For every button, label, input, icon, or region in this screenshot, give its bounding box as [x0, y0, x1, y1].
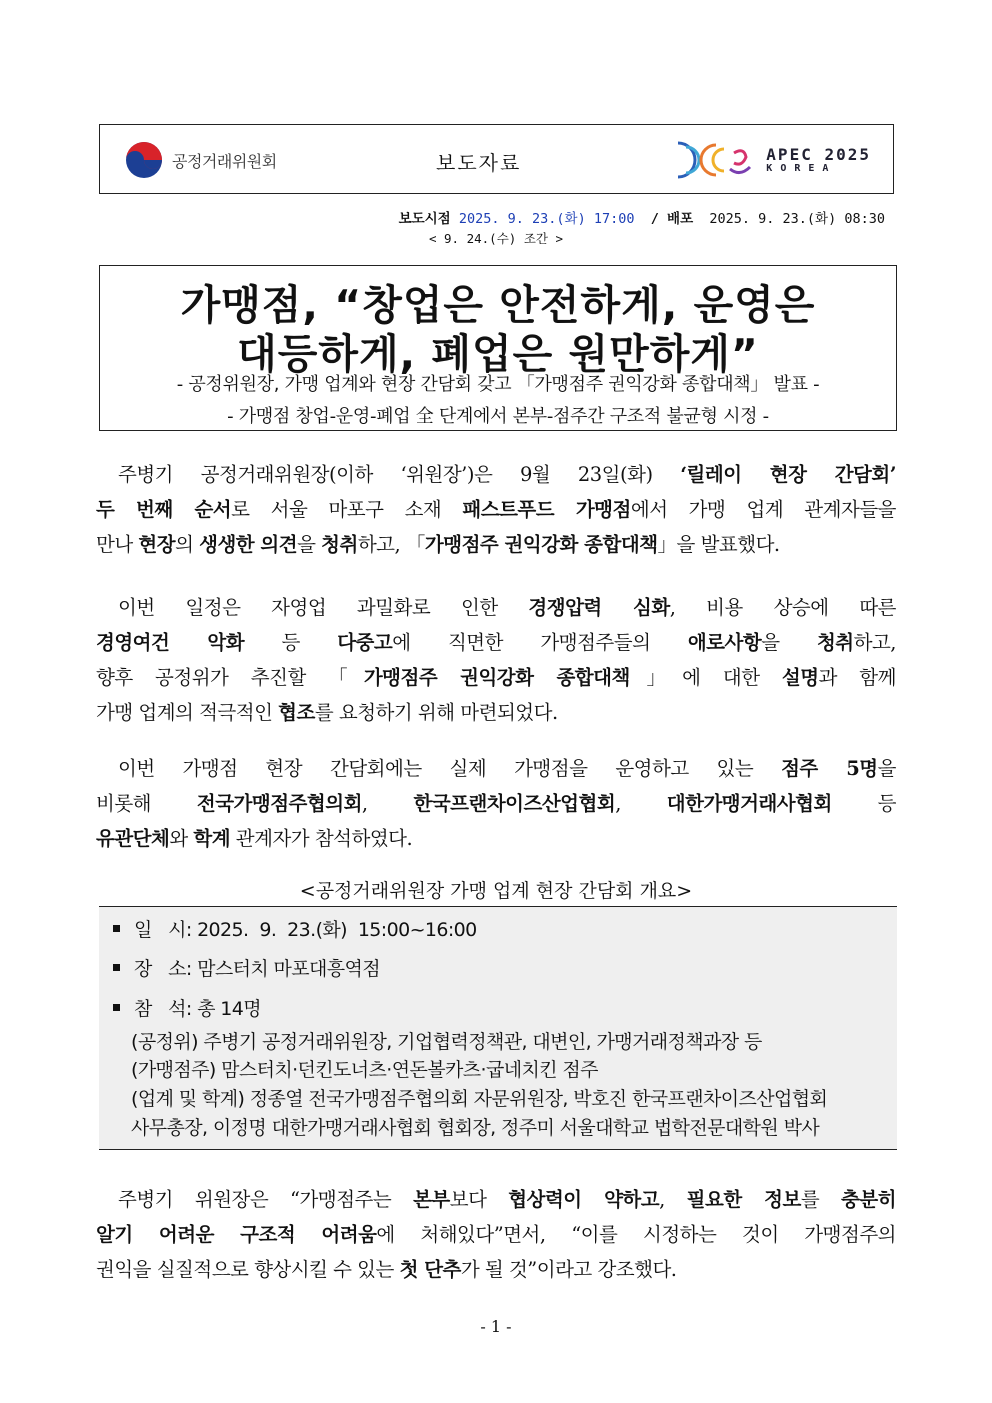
bullet-icon — [113, 1004, 120, 1011]
paragraph-line — [96, 1217, 896, 1252]
body-text: , — [615, 792, 667, 815]
emphasis-text: 충분히 — [841, 1188, 897, 1211]
apec-mark-icon — [672, 137, 756, 183]
body-text: 이번 가맹점 현장 간담회에는 실제 가맹점을 운영하고 있는 — [118, 757, 782, 780]
body-text: 하고, — [853, 631, 896, 654]
paragraph-line — [96, 660, 896, 695]
emphasis-text: 다중고 — [337, 631, 393, 654]
emphasis-text: 패스트푸드 가맹점 — [462, 498, 631, 521]
body-text: 에 직면한 가맹점주들의 — [392, 631, 688, 654]
body-text: 와 — [169, 827, 194, 850]
body-text: 하고, 「 — [357, 533, 425, 556]
attendees-row — [113, 994, 261, 1021]
emphasis-text: 청취 — [321, 533, 358, 556]
date-label: 일 시 — [134, 919, 186, 941]
bullet-icon — [113, 925, 120, 932]
body-text: , — [361, 792, 414, 815]
paragraph-line — [96, 751, 896, 786]
emphasis-text: 가맹점주 권익강화 종합대책 — [424, 533, 658, 556]
emphasis-text: 알기 어려운 구조적 어려움 — [96, 1223, 377, 1246]
paragraph-line — [96, 695, 896, 730]
attendee-detail-4: 사무총장, 이정명 대한가맹거래사협회 협회장, 정주미 서울대학교 법학전문대학원 박사 — [131, 1117, 820, 1139]
body-text: 에서 가맹 업계 관계자들을 — [630, 498, 896, 521]
dist-time: 2025. 9. 23.(화) 08:30 — [709, 211, 885, 227]
paragraph-line — [96, 821, 896, 856]
attendee-detail-1: (공정위) 주병기 공정거래위원장, 기업협력정책관, 대변인, 가맹거래정책과장 등 — [131, 1031, 762, 1053]
header-box — [99, 124, 894, 194]
body-text: 를 요청하기 위해 마련되었다. — [314, 701, 558, 724]
date-row — [113, 915, 477, 942]
meeting-overview-box — [99, 906, 897, 1150]
paragraph-line — [96, 1252, 896, 1287]
headline-line-2: 대등하게, 폐업은 원만하게” — [237, 330, 759, 378]
emphasis-text: 생생한 의견 — [199, 533, 298, 556]
emphasis-text: 청취 — [816, 631, 854, 654]
emphasis-text: 본부 — [413, 1188, 450, 1211]
page-number: - 1 - — [480, 1317, 512, 1336]
emphasis-text: 첫 단추 — [399, 1258, 461, 1281]
ftc-logo — [124, 140, 277, 180]
embargo-note: < 9. 24.(수) 조간 > — [428, 231, 564, 246]
paragraph-line — [96, 527, 896, 562]
paragraph-line — [96, 625, 896, 660]
body-text: 주병기 공정거래위원장(이하 ‘위원장’)은 9월 23일(화) — [118, 463, 681, 486]
emphasis-text: 학계 — [193, 827, 231, 850]
body-text: 로 서울 마포구 소재 — [231, 498, 463, 521]
paragraph-line — [96, 492, 896, 527]
body-text: 에 처해있다”면서, “이를 시정하는 것이 가맹점주의 — [376, 1223, 896, 1246]
body-text: 비롯해 — [96, 792, 197, 815]
body-text: , — [659, 1188, 687, 1211]
doc-type: 보도자료 — [436, 151, 522, 175]
bullet-icon — [113, 964, 120, 971]
body-text: 과 함께 — [818, 666, 896, 689]
emphasis-text: 가맹점주 권익강화 종합대책 — [363, 666, 630, 689]
body-text: 을 — [761, 631, 817, 654]
meeting-caption: <공정거래위원장 가맹 업계 현장 간담회 개요> — [299, 880, 693, 902]
body-text: 을 — [297, 533, 322, 556]
body-text: 향후 공정위가 추진할 「 — [96, 666, 364, 689]
paragraph-4 — [96, 1182, 896, 1287]
body-text: 등 — [831, 792, 897, 815]
emphasis-text: 협조 — [278, 701, 315, 724]
attend-value: : 총 14명 — [185, 998, 261, 1020]
paragraph-1 — [96, 457, 896, 562]
body-text: 의 — [175, 533, 200, 556]
emphasis-text: 애로사항 — [687, 631, 762, 654]
paragraph-line — [96, 1182, 896, 1217]
emphasis-text: 점주 5명 — [781, 757, 878, 780]
emphasis-text: 경영여건 악화 — [96, 631, 245, 654]
emphasis-text: 필요한 정보 — [686, 1188, 801, 1211]
body-text: 을 — [877, 757, 896, 780]
attendee-detail-3: (업계 및 학계) 정종열 전국가맹점주협의회 자문위원장, 박호진 한국프랜차이즈산업협회 — [131, 1088, 828, 1110]
emphasis-text: 유관단체 — [96, 827, 170, 850]
paragraph-line — [96, 590, 896, 625]
attend-label: 참 석 — [134, 998, 186, 1020]
apec-logo — [672, 137, 871, 183]
release-time: 2025. 9. 23.(화) 17:00 — [458, 211, 635, 227]
release-label: 보도시점 — [398, 211, 451, 227]
body-text: 가맹 업계의 적극적인 — [96, 701, 279, 724]
body-text: 주병기 위원장은 “가맹점주는 — [118, 1188, 414, 1211]
emphasis-text: 전국가맹점주협의회 — [196, 792, 362, 815]
body-text: 이번 일정은 자영업 과밀화로 인한 — [118, 596, 529, 619]
paragraph-line — [96, 457, 896, 492]
emphasis-text: 두 번째 순서 — [96, 498, 232, 521]
emphasis-text: 대한가맹거래사협회 — [666, 792, 832, 815]
body-text: 」을 발표했다. — [657, 533, 780, 556]
date-value: : 2025. 9. 23.(화) 15:00~16:00 — [185, 919, 477, 941]
place-row — [113, 954, 380, 981]
body-text: , 비용 상승에 따른 — [669, 596, 897, 619]
body-text: 보다 — [449, 1188, 509, 1211]
body-text: 권익을 실질적으로 향상시킬 수 있는 — [96, 1258, 400, 1281]
apec-subtitle: KOREA — [766, 163, 837, 175]
subheadline-1: - 공정위원장, 가맹 업계와 현장 간담회 갖고 「가맹점주 권익강화 종합대책」 발표 - — [176, 374, 820, 395]
emphasis-text: 협상력이 약하고 — [508, 1188, 660, 1211]
release-info — [399, 207, 885, 227]
taegeuk-logo-icon — [124, 140, 164, 180]
title-box — [99, 265, 897, 431]
body-text: 등 — [244, 631, 338, 654]
place-label: 장 소 — [134, 958, 186, 980]
org-name: 공정거래위원회 — [172, 151, 277, 171]
emphasis-text: 경쟁압력 심화 — [528, 596, 670, 619]
place-value: : 맘스터치 마포대흥역점 — [185, 958, 381, 980]
separator: / — [650, 211, 659, 227]
emphasis-text: 현장 — [138, 533, 176, 556]
body-text: 만나 — [96, 533, 139, 556]
body-text: 가 될 것”이라고 강조했다. — [460, 1258, 677, 1281]
subheadline-2: - 가맹점 창업-운영-폐업 全 단계에서 본부-점주간 구조적 불균형 시정 - — [227, 406, 769, 427]
emphasis-text: 설명 — [781, 666, 819, 689]
paragraph-3 — [96, 751, 896, 856]
body-text: 관계자가 참석하였다. — [230, 827, 413, 850]
emphasis-text: ‘릴레이 현장 간담회’ — [680, 463, 896, 486]
emphasis-text: 한국프랜차이즈산업협회 — [413, 792, 616, 815]
apec-title: APEC 2025 — [766, 144, 871, 164]
paragraph-line — [96, 786, 896, 821]
dist-label: 배포 — [667, 211, 694, 227]
paragraph-2 — [96, 590, 896, 730]
attendee-detail-2: (가맹점주) 맘스터치·던킨도너츠·연돈볼카츠·굽네치킨 점주 — [131, 1059, 598, 1081]
body-text: 」에 대한 — [629, 666, 782, 689]
headline-line-1: 가맹점, “창업은 안전하게, 운영은 — [180, 281, 816, 329]
body-text: 를 — [800, 1188, 842, 1211]
